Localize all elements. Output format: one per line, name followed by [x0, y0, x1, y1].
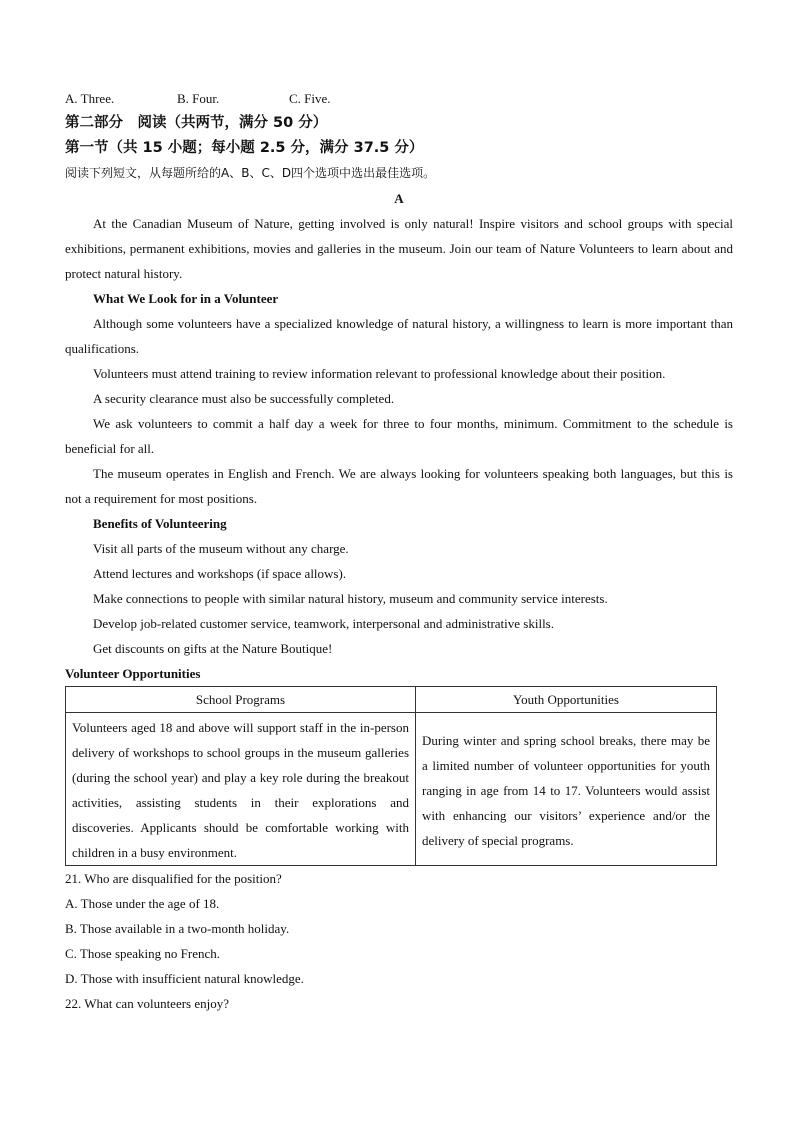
passage-label: A	[394, 191, 404, 206]
question-21-stem: 21. Who are disqualified for the position?	[65, 871, 282, 886]
option-b: B. Four.	[177, 91, 220, 106]
table-cell-school: Volunteers aged 18 and above will support staff in the in-person delivery of workshops to school groups in the museum galleries (during the school year) and play a key role during the breakout activities, assisting students in their explorations and discoveries. Applicants should be comfortable working with children in a busy environment.	[66, 713, 416, 866]
opportunities-table	[65, 686, 717, 866]
question-21-option-b: B. Those available in a two-month holiday.	[65, 921, 290, 936]
benefits-heading: Benefits of Volunteering	[93, 516, 227, 531]
benefit-item: Attend lectures and workshops (if space allows).	[93, 566, 347, 581]
look-for-item: Although some volunteers have a specialized knowledge of natural history, a willingness to learn is more important than qualifications.	[65, 316, 733, 356]
question-22-stem: 22. What can volunteers enjoy?	[65, 996, 230, 1011]
benefit-item: Visit all parts of the museum without any charge.	[93, 541, 349, 556]
question-21-option-d: D. Those with insufficient natural knowledge.	[65, 971, 304, 986]
exam-page	[65, 86, 733, 1016]
benefit-item: Make connections to people with similar natural history, museum and community service interests.	[93, 591, 608, 606]
look-for-item: The museum operates in English and French. We are always looking for volunteers speaking both languages, but this is not a requirement for most positions.	[65, 466, 733, 506]
subsection-title: 第一节（共 15 小题；每小题 2.5 分，满分 37.5 分）	[65, 140, 424, 156]
table-header-youth: Youth Opportunities	[416, 687, 717, 713]
question-21-option-a: A. Those under the age of 18.	[65, 896, 220, 911]
table-header-school: School Programs	[66, 687, 416, 713]
table-cell-youth: During winter and spring school breaks, there may be a limited number of volunteer opportunities for youth ranging in age from 14 to 17. Volunteers would assist with enhancing our visitors’ experience and/or the delivery of special programs.	[416, 713, 717, 866]
look-for-heading: What We Look for in a Volunteer	[93, 291, 279, 306]
instruction: 阅读下列短文，从每题所给的A、B、C、D四个选项中选出最佳选项。	[65, 166, 436, 180]
option-a: A. Three.	[65, 91, 115, 106]
look-for-item: We ask volunteers to commit a half day a week for three to four months, minimum. Commitment to the schedule is beneficial for all.	[65, 416, 733, 456]
benefit-item: Get discounts on gifts at the Nature Boutique!	[93, 641, 333, 656]
option-c: C. Five.	[289, 91, 331, 106]
question-21-option-c: C. Those speaking no French.	[65, 946, 221, 961]
table-row	[66, 713, 717, 866]
opportunities-heading: Volunteer Opportunities	[65, 666, 201, 681]
look-for-item: Volunteers must attend training to review information relevant to professional knowledge about their position.	[93, 366, 666, 381]
benefit-item: Develop job-related customer service, teamwork, interpersonal and administrative skills.	[93, 616, 554, 631]
table-header-row	[66, 687, 717, 713]
section-title: 第二部分 阅读（共两节，满分 50 分）	[65, 115, 328, 131]
look-for-item: A security clearance must also be successfully completed.	[93, 391, 395, 406]
passage-intro: At the Canadian Museum of Nature, getting involved is only natural! Inspire visitors and school groups with special exhibitions, permanent exhibitions, movies and galleries in the museum. Join our team of Nature Volunteers to learn about and protect natural history.	[65, 216, 733, 281]
previous-question-options	[65, 86, 733, 111]
